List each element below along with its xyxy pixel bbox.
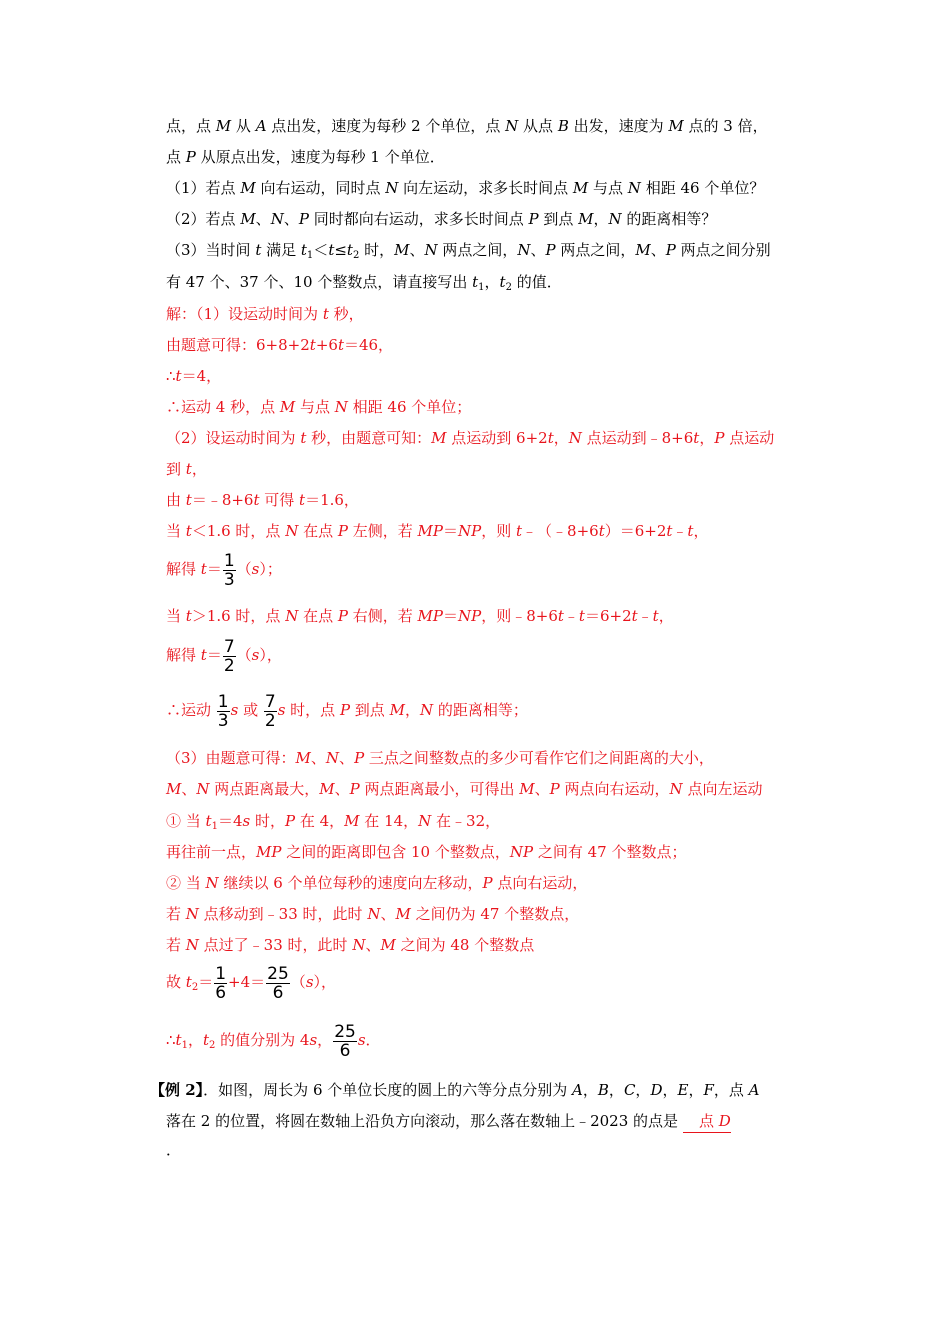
problem-line-2: 点 P 从原点出发，速度为每秒 1 个单位． <box>166 148 445 166</box>
example-2-line-1: 【例 2】．如图，周长为 6 个单位长度的圆上的六等分点分别为 A，B，C，D，E，F，点 A <box>150 1081 760 1099</box>
solution-line-2: 由题意可得：6+8+2t+6t＝46， <box>166 336 394 354</box>
example-label: 【例 2】 <box>150 1081 204 1099</box>
solution-line-16: 再往前一点，MP 之间的距离即包含 10 个整数点，NP 之间有 47 个整数点； <box>166 843 687 861</box>
solution-line-17: ② 当 N 继续以 6 个单位每秒的速度向左移动，P 点向右运动， <box>166 874 588 892</box>
question-3-line-2: 有 47 个、37 个、10 个整数点，请直接写出 $t_1$，$t_2$ 的值． <box>166 273 562 293</box>
fraction-one-sixth: $\frac{1}{6}$ <box>215 963 227 1003</box>
problem-line-1: 点，点 M 从 A 点出发，速度为每秒 2 个单位，点 N 从点 B 出发，速度为 M 点的 3 倍， <box>166 117 768 135</box>
solution-line-9: 解得 t＝ $\frac{1}{3}$ （s）； <box>166 550 282 590</box>
question-2: （2）若点 M、N、P 同时都向右运动，求多长时间点 P 到点 M，N 的距离相等？ <box>166 210 717 228</box>
solution-line-1: 解：（1）设运动时间为 t 秒， <box>166 305 364 323</box>
fraction-twenty-five-sixths: $\frac{25}{6}$ <box>267 963 289 1003</box>
solution-line-10: 当 t＞1.6 时，点 N 在点 P 右侧，若 MP＝NP，则﹣8+6t﹣t＝6+2t﹣t， <box>166 607 674 625</box>
solution-line-18: 若 N 点移动到﹣33 时，此时 N、M 之间仍为 47 个整数点， <box>166 905 580 923</box>
fraction-one-third: $\frac{1}{3}$ <box>223 550 235 590</box>
solution-line-11: 解得 t＝ $\frac{7}{2}$ （s）， <box>166 636 282 676</box>
solution-line-7: 由 t＝﹣8+6t 可得 t＝1.6， <box>166 491 359 509</box>
solution-line-13: （3）由题意可得：M、N、P 三点之间整数点的多少可看作它们之间距离的大小， <box>166 749 714 767</box>
solution-line-15: ① 当 $t_1=4s$ 时，P 在 4，M 在 14，N 在﹣32， <box>166 812 501 832</box>
fraction-seven-halves: $\frac{7}{2}$ <box>223 636 235 676</box>
solution-line-5: （2）设运动时间为 t 秒，由题意可知：M 点运动到 6+2t，N 点运动到﹣8+6t，P 点运动 <box>166 429 775 447</box>
fraction-twenty-five-sixths-2: $\frac{25}{6}$ <box>334 1021 356 1061</box>
question-3-line-1: （3）当时间 t 满足 $t_1<t\le t_2$ 时，M、N 两点之间，N、P 两点之间，M、P 两点之间分别 <box>166 241 771 261</box>
solution-line-12: ∴运动 $\frac{1}{3}$ s 或 $\frac{7}{2}$ s 时，点 P 到点 M，N 的距离相等； <box>166 691 528 731</box>
answer-blank: 点 D <box>683 1111 731 1133</box>
solution-line-20: 故 $t_2=$ $\frac{1}{6}$ +4＝ $\frac{25}{6}$ （s）， <box>166 963 337 1003</box>
solution-line-3: ∴t＝4， <box>166 367 222 385</box>
example-2-line-2: 落在 2 的位置，将圆在数轴上沿负方向滚动，那么落在数轴上﹣2023 的点是 点 D <box>166 1111 731 1133</box>
example-2-line-3: ． <box>166 1141 182 1159</box>
question-1: （1）若点 M 向右运动，同时点 N 向左运动，求多长时间点 M 与点 N 相距 46 个单位？ <box>166 179 765 197</box>
fraction-one-third-2: $\frac{1}{3}$ <box>217 691 229 731</box>
solution-line-19: 若 N 点过了﹣33 时，此时 N、M 之间为 48 个整数点 <box>166 936 535 954</box>
solution-line-8: 当 t＜1.6 时，点 N 在点 P 左侧，若 MP＝NP，则 t﹣（﹣8+6t）＝6+2t﹣t， <box>166 522 709 540</box>
solution-line-14: M、N 两点距离最大，M、P 两点距离最小，可得出 M、P 两点向右运动，N 点向左运动 <box>166 780 763 798</box>
solution-line-4: ∴运动 4 秒，点 M 与点 N 相距 46 个单位； <box>166 398 472 416</box>
solution-line-21: $\therefore t_1$，$t_2$ 的值分别为 4s， $\frac{25}{6}$ s． <box>166 1021 381 1061</box>
solution-line-6: 到 t， <box>166 460 207 478</box>
fraction-seven-halves-2: $\frac{7}{2}$ <box>264 691 276 731</box>
